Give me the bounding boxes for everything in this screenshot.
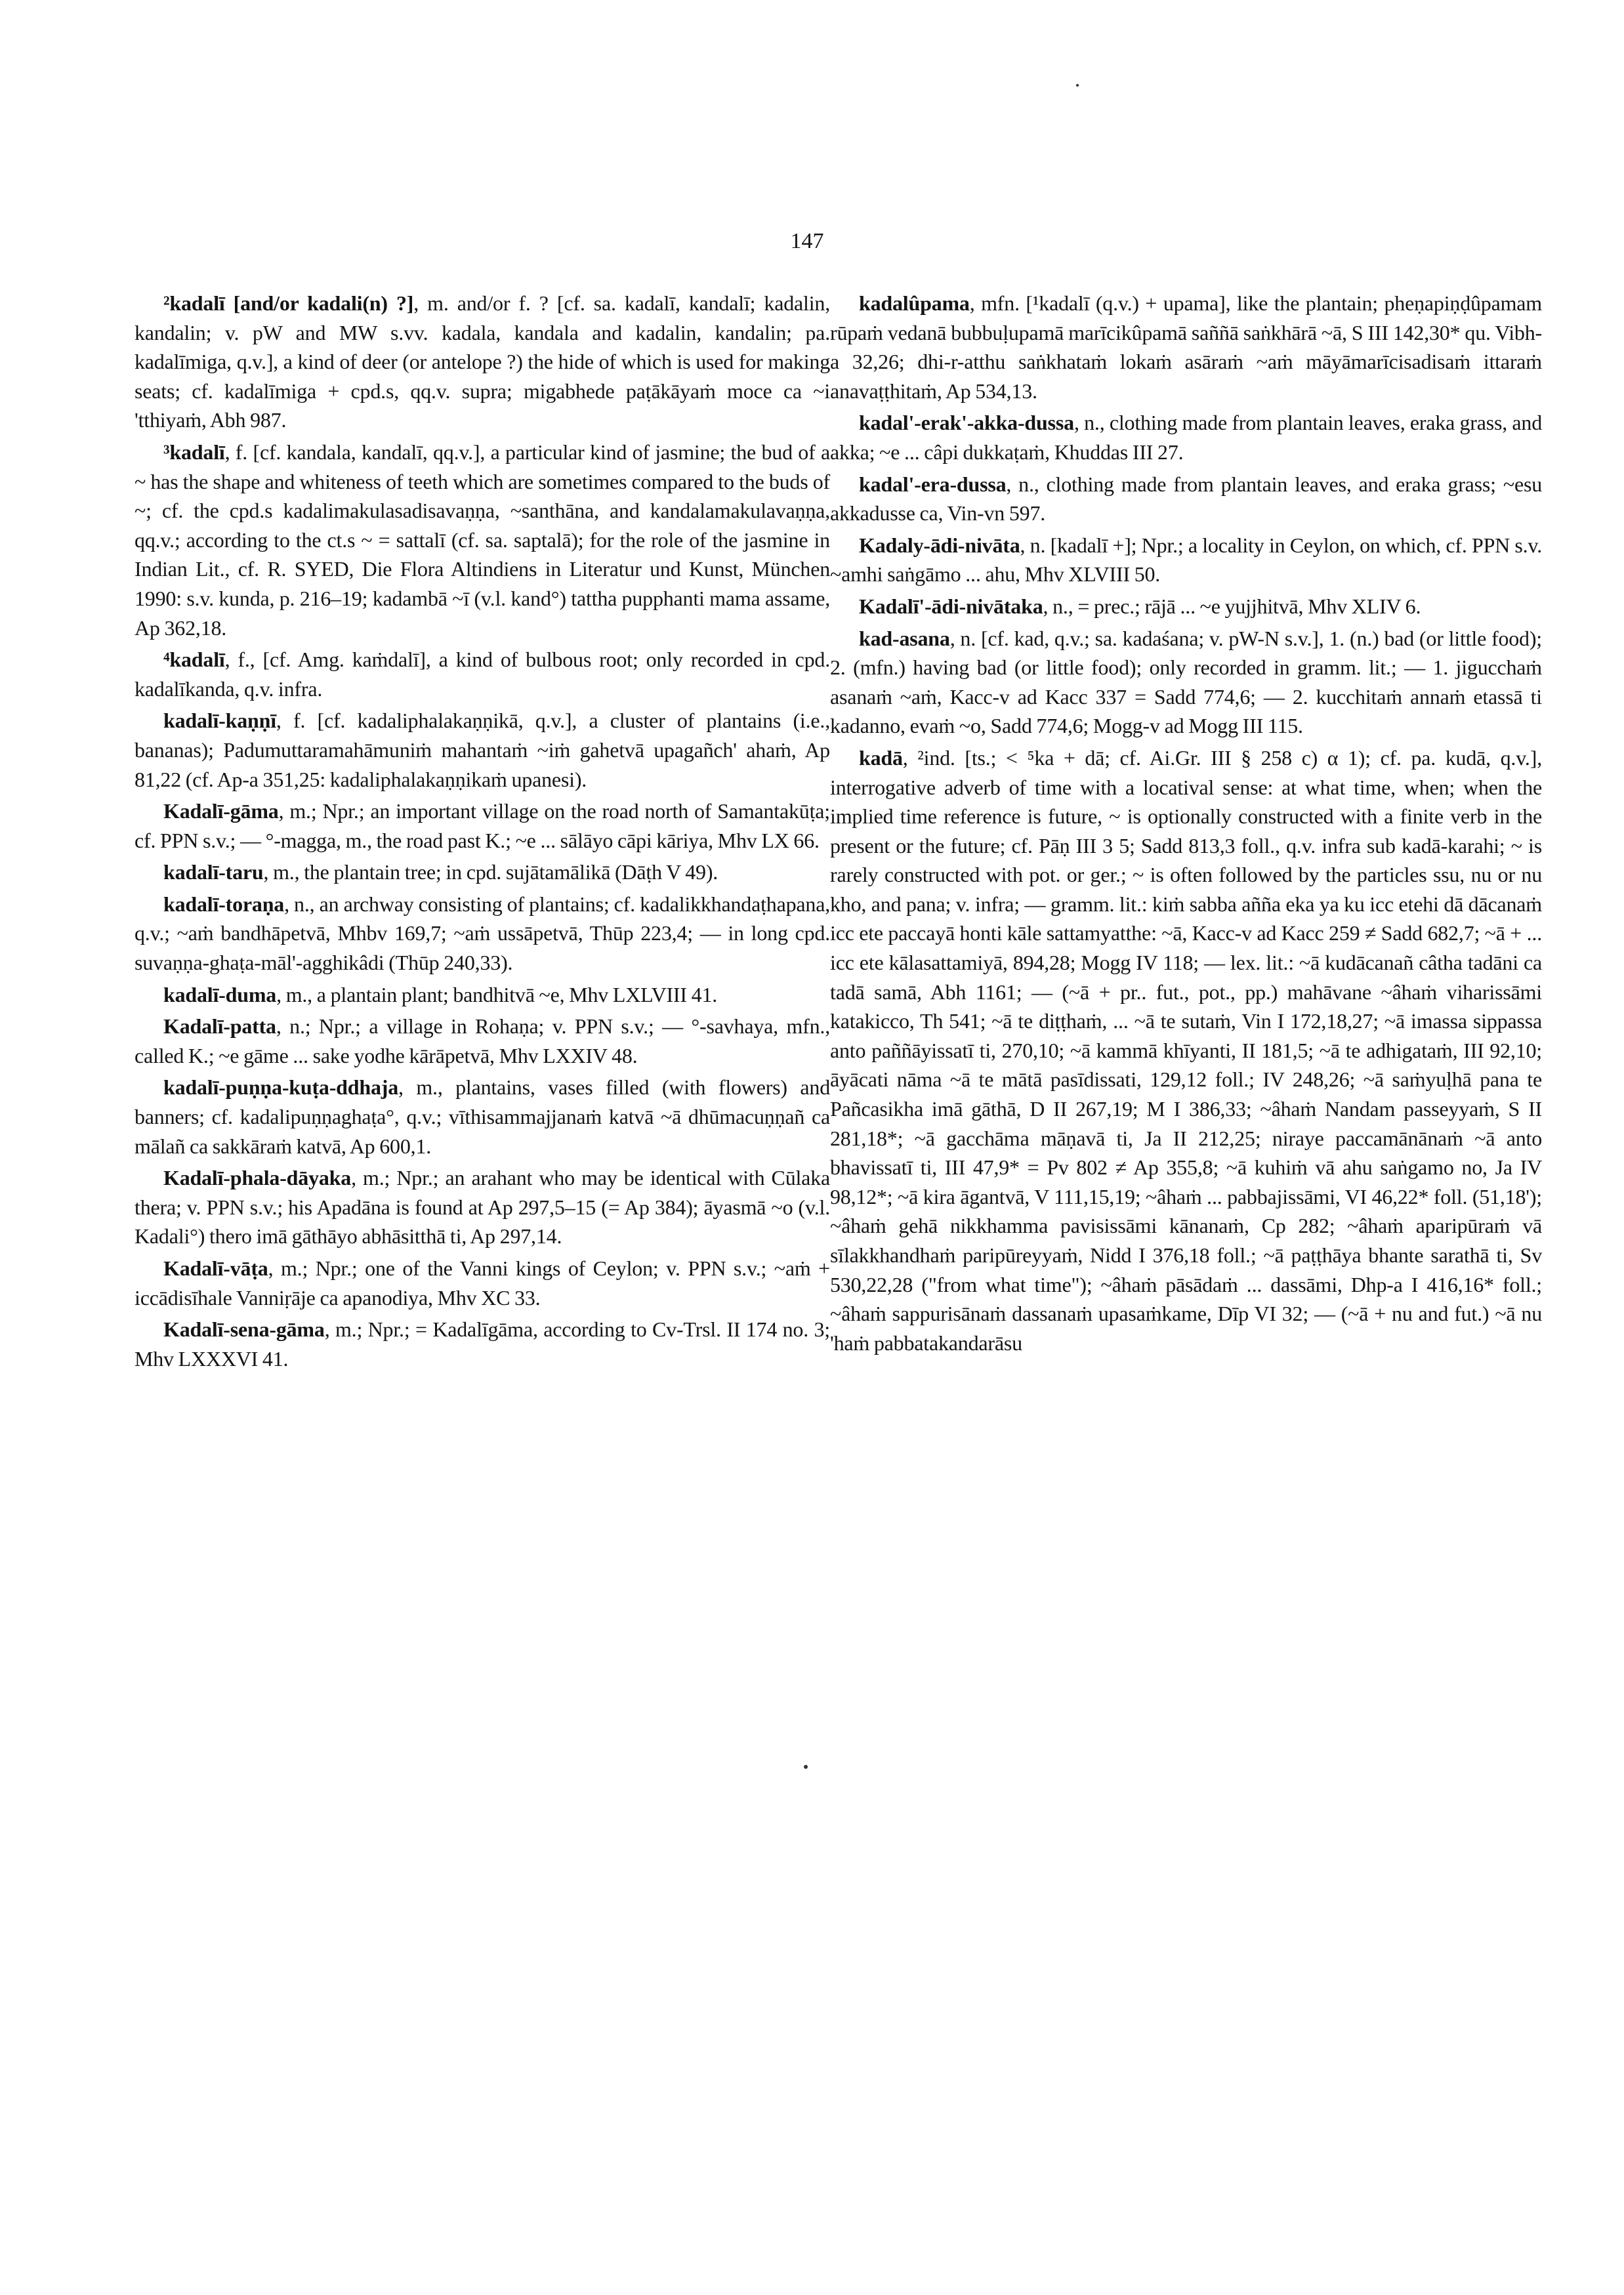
headword: ²kadalī [and/or kadali(n) ?] — [163, 291, 414, 315]
headword: kadal'-erak'-akka-dussa — [859, 411, 1074, 435]
dictionary-entry: Kadalī-patta, n.; Npr.; a village in Rohaṇa; v. PPN s.v.; — °-savhaya, mfn., called K.; ~e gāme ... sake yodhe kārāpetvā, Mhv LXXIV 48. — [135, 1014, 830, 1067]
dictionary-entry: kad-asana, n. [cf. kad, q.v.; sa. kadaśana; v. pW-N s.v.], 1. (n.) bad (or little food); 2. (mfn.) having bad (or little food); only recorded in gramm. lit.; — 1. jigucchaṁ asanaṁ ~aṁ, Kacc-v ad Kacc 337 = Sadd 774,6; — 2. kucchitaṁ annaṁ etassā ti kadanno, evaṁ ~o, Sadd 774,6; Mogg-v ad Mogg III 115. — [830, 626, 1542, 738]
headword: kadalī-duma — [163, 982, 277, 1006]
headword: kad-asana — [859, 626, 950, 650]
dictionary-entry: ³kadalī, f. [cf. kandala, kandalī, qq.v.], a particular kind of jasmine; the bud of a ~ has the shape and whiteness of teeth which are sometimes compared to the buds of ~; cf. the cpd.s kadalimakulasadisavaṇṇa, ~santhāna, and kandalamakulavaṇṇa, qq.v.; according to the ct.s ~ = sattalī (cf. sa. saptalā); for the role of the jasmine in Indian Lit., cf. R. SYED, Die Flora Altindiens in Literatur und Kunst, München 1990: s.v. kunda, p. 216–19; kadambā ~ī (v.l. kand°) tattha pupphanti mama assame, Ap 362,18. — [135, 440, 830, 640]
dictionary-entry: kadal'-era-dussa, n., clothing made from plantain leaves, and eraka grass; ~esu akkadusse ca, Vin-vn 597. — [830, 472, 1542, 526]
headword: Kadalī-phala-dāyaka — [163, 1166, 352, 1190]
dictionary-entry: Kadalī'-ādi-nivātaka, n., = prec.; rājā ... ~e yujjhitvā, Mhv XLIV 6. — [859, 594, 1421, 618]
headword: kadalī-toraṇa — [163, 892, 285, 916]
headword: Kadalī-patta — [163, 1014, 276, 1039]
dictionary-entry: ²kadalī [and/or kadali(n) ?], m. and/or f. ? [cf. sa. kadalī, kandalī; kadalin, kandalin; v. pW and MW s.vv. kadala, kandala and kadalin, kandalin; pa. kadalīmiga, q.v.], a kind of deer (or antelope ?) the hide of which is used for making seats; cf. kadalīmiga + cpd.s, qq.v. supra; migabhede paṭākāyaṁ moce ca ~i 'tthiyaṁ, Abh 987. — [135, 291, 830, 432]
scan-speck — [804, 1765, 808, 1769]
dictionary-entry: ⁴kadalī, f., [cf. Amg. kaṁdalī], a kind of bulbous root; only recorded in cpd. kadalīkanda, q.v. infra. — [135, 648, 830, 701]
scan-speck — [1076, 84, 1079, 87]
headword: ³kadalī — [163, 440, 225, 464]
headword: kadalī-taru — [163, 860, 264, 884]
left-column — [135, 289, 830, 1376]
dictionary-entry: kadalī-taru, m., the plantain tree; in cpd. sujātamālikā (Dāṭh V 49). — [163, 860, 718, 884]
dictionary-entry: kadalī-duma, m., a plantain plant; bandhitvā ~e, Mhv LXLVIII 41. — [163, 982, 718, 1006]
headword: kadalûpama — [859, 291, 970, 315]
dictionary-entry: kadalī-puṇṇa-kuṭa-ddhaja, m., plantains, vases filled (with flowers) and banners; cf. kadalipuṇṇaghaṭa°, q.v.; vīthisammajjanaṁ katvā ~ā dhūmacuṇṇañ ca mālañ ca sakkāraṁ katvā, Ap 600,1. — [135, 1075, 830, 1158]
headword: Kadalī-gāma — [163, 799, 279, 823]
dictionary-entry: kadā, ²ind. [ts.; < ⁵ka + dā; cf. Ai.Gr. III § 258 c) α 1); cf. pa. kudā, q.v.], interrogative adverb of time with a locatival sense: at what time, when; when the implied time reference is future, ~ is optionally constructed with a finite verb in the present or the future; cf. Pāṇ III 3 5; Sadd 813,3 foll., q.v. infra sub kadā-karahi; ~ is rarely constructed with pot. or ger.; ~ is often followed by the particles ssu, nu or nu kho, and pana; v. infra; — gramm. lit.: kiṁ sabba añña eka ya ku icc etehi dā dācanaṁ icc ete paccayā honti kāle sattamyatthe: ~ā, Kacc-v ad Kacc 259 ≠ Sadd 682,7; ~ā + ... icc ete kālasattamiyā, 894,28; Mogg IV 118; — lex. lit.: ~ā kudācanañ câtha tadāni ca tadā samā, Abh 1161; — (~ā + pr.. fut., pot., pp.) mahāvane ~âhaṁ viharissāmi katakicco, Th 541; ~ā te diṭṭhaṁ, ... ~ā te sutaṁ, Vin I 172,18,27; ~ā imassa sippassa anto paññāyissatī ti, 270,10; ~ā kammā khīyanti, II 181,5; ~ā te adhigataṁ, III 92,10; āyācati nāma ~ā te mātā pasīdissati, 129,12 foll.; IV 248,26; ~ā saṁyuḷhā pana te Pañcasikha imā gāthā, D II 267,19; M I 386,33; ~âhaṁ Nandam passeyyaṁ, S II 281,18*; ~ā gacchāma māṇavā ti, Ja II 212,25; niraye paccamānānaṁ ~ā anto bhavissatī ti, III 47,9* = Pv 802 ≠ Ap 355,8; ~ā kuhiṁ vā ahu saṅgamo no, Ja IV 98,12*; ~ā kira āgantvā, V 111,15,19; ~âhaṁ ... pabbajissāmi, VI 46,22* foll. (51,18'); ~âhaṁ gehā nikkhamma pavisissāmi kānanaṁ, Cp 282; ~âhaṁ aparipūraṁ vā sīlakkhandhaṁ paripūreyyaṁ, Nidd I 376,18 foll.; ~ā paṭṭhāya bhante sarathā ti, Sv 530,22,28 ("from what time"); ~âhaṁ pāsādaṁ ... dassāmi, Dhp-a I 416,16* foll.; ~âhaṁ sappurisānaṁ dassanaṁ upasaṁkame, Dīp VI 32; — (~ā + nu and fut.) ~ā nu 'haṁ pabbatakandarāsu — [830, 745, 1542, 1355]
dictionary-entry: kadalī-toraṇa, n., an archway consisting of plantains; cf. kadalikkhandaṭhapana, q.v.; ~aṁ bandhāpetvā, Mhbv 169,7; ~aṁ ussāpetvā, Thūp 223,4; — in long cpd. suvaṇṇa-ghaṭa-māl'-agghikâdi (Thūp 240,33). — [135, 892, 830, 975]
dictionary-entry: Kadalī-gāma, m.; Npr.; an important village on the road north of Samantakūṭa; cf. PPN s.v.; — °-magga, m., the road past K.; ~e ... sālāyo cāpi kāriya, Mhv LX 66. — [135, 799, 830, 852]
dictionary-entry: Kadaly-ādi-nivāta, n. [kadalī +]; Npr.; a locality in Ceylon, on which, cf. PPN s.v. ~amhi saṅgāmo ... ahu, Mhv XLVIII 50. — [830, 533, 1542, 587]
right-column — [830, 289, 1542, 1360]
headword: kadalī-kaṇṇī — [163, 709, 276, 733]
headword: Kadalī'-ādi-nivātaka — [859, 594, 1043, 618]
headword: kadal'-era-dussa — [859, 472, 1007, 496]
headword: Kadaly-ādi-nivāta — [859, 533, 1020, 557]
dictionary-entry: kadal'-erak'-akka-dussa, n., clothing made from plantain leaves, eraka grass, and akka; ~e ... câpi dukkaṭaṁ, Khuddas III 27. — [830, 411, 1542, 464]
headword: Kadalī-vāṭa — [163, 1256, 268, 1280]
dictionary-entry: Kadalī-phala-dāyaka, m.; Npr.; an arahant who may be identical with Cūlaka thera; v. PPN s.v.; his Apadāna is found at Ap 297,5–15 (= Ap 384); āyasmā ~o (v.l. Kadali°) thero imā gāthāyo abhāsitthā ti, Ap 297,14. — [135, 1166, 830, 1249]
headword: ⁴kadalī — [163, 648, 225, 672]
headword: kadā — [859, 745, 903, 770]
headword: kadalī-puṇṇa-kuṭa-ddhaja — [163, 1075, 399, 1100]
page-number: 147 — [790, 229, 824, 253]
dictionary-entry: kadalī-kaṇṇī, f. [cf. kadaliphalakaṇṇikā, q.v.], a cluster of plantains (i.e., bananas); Padumuttaramahāmuniṁ mahantaṁ ~iṁ gahetvā upagañch' ahaṁ, Ap 81,22 (cf. Ap-a 351,25: kadaliphalakaṇṇikaṁ upanesi). — [135, 709, 830, 791]
headword: Kadalī-sena-gāma — [163, 1317, 325, 1342]
dictionary-entry: kadalûpama, mfn. [¹kadalī (q.v.) + upama], like the plantain; pheṇapiṇḍûpamam rūpaṁ vedanā bubbuḷupamā marīcikûpamā saññā saṅkhārā ~ā, S III 142,30* qu. Vibh-a 32,26; dhi-r-atthu saṅkhataṁ lokaṁ asāraṁ ~aṁ māyāmarīcisadisaṁ ittaraṁ anavaṭṭhitaṁ, Ap 534,13. — [830, 291, 1542, 403]
dictionary-entry: Kadalī-sena-gāma, m.; Npr.; = Kadalīgāma, according to Cv-Trsl. II 174 no. 3; Mhv LXXXVI 41. — [135, 1317, 830, 1371]
dictionary-entry: Kadalī-vāṭa, m.; Npr.; one of the Vanni kings of Ceylon; v. PPN s.v.; ~aṁ + iccādisīhale Vanniṛāje ca apanodiya, Mhv XC 33. — [135, 1256, 830, 1310]
